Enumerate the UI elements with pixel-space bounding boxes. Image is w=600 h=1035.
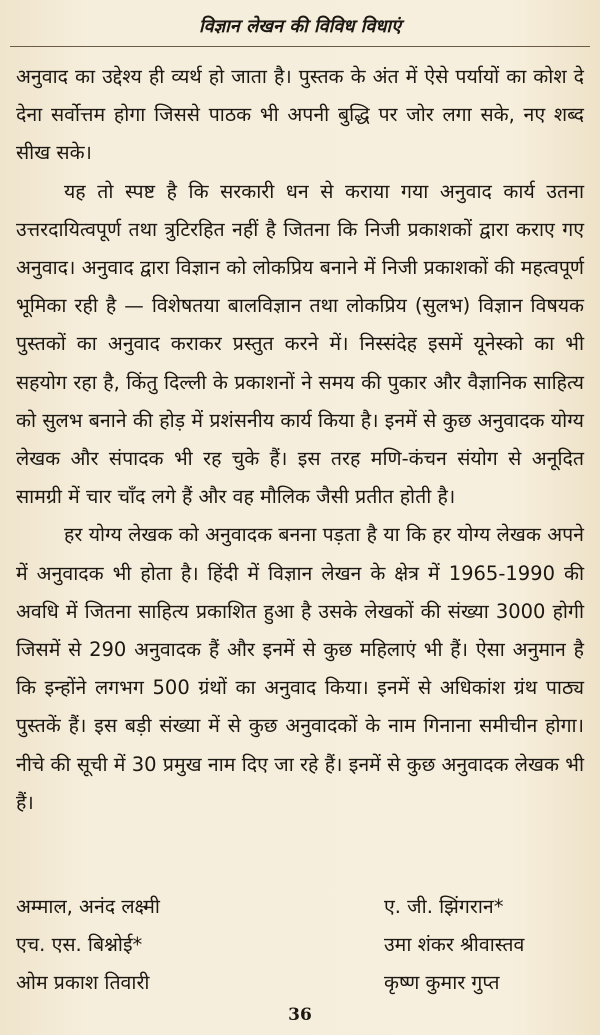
running-header: विज्ञान लेखन की विविध विधाएं [198, 16, 402, 37]
paragraph: हर योग्य लेखक को अनुवादक बनना पड़ता है या कि हर योग्य लेखक अपने में अनुवादक भी होता है। हिंदी में विज्ञान लेखन के क्षेत्र में 1965-1990 की अवधि में जितना साहित्य प्रकाशित हुआ है उसके लेखकों की संख्या 3000 होगी जिसमें से 290 अनुवादक हैं और इनमें से कुछ महिलाएं भी हैं। ऐसा अनुमान है कि इन्होंने लगभग 500 ग्रंथों का अनुवाद किया। इनमें से अधिकांश ग्रंथ पाठ्य पुस्तकें हैं। इस बड़ी संख्या में से कुछ अनुवादकों के नाम गिनाना समीचीन होगा। नीचे की सूची में 30 प्रमुख नाम दिए जा रहे हैं। इनमें से कुछ अनुवादक लेखक भी हैं। [16, 523, 584, 814]
name-row [16, 926, 584, 964]
header-divider [10, 46, 590, 47]
translator-name-list [16, 888, 584, 1002]
paragraph: अनुवाद का उद्देश्य ही व्यर्थ हो जाता है। पुस्तक के अंत में ऐसे पर्यायों का कोश दे देना सर्वोत्तम होगा जिससे पाठक भी अपनी बुद्धि पर जोर लगा सके, नए शब्द सीख सके। [16, 65, 584, 165]
translator-name: कृष्ण कुमार गुप्त [384, 971, 500, 994]
translator-name: एच. एस. बिश्नोई* [16, 933, 143, 956]
translator-name: उमा शंकर श्रीवास्तव [384, 933, 525, 956]
translator-name: ए. जी. झिंगरान* [384, 895, 504, 918]
body-text [16, 58, 584, 822]
translator-name: ओम प्रकाश तिवारी [16, 971, 150, 994]
paragraph: यह तो स्पष्ट है कि सरकारी धन से कराया गया अनुवाद कार्य उतना उत्तरदायित्वपूर्ण तथा त्रुटिरहित नहीं है जितना कि निजी प्रकाशकों द्वारा कराए गए अनुवाद। अनुवाद द्वारा विज्ञान को लोकप्रिय बनाने में निजी प्रकाशकों की महत्वपूर्ण भूमिका रही है — विशेषतया बालविज्ञान तथा लोकप्रिय (सुलभ) विज्ञान विषयक पुस्तकों का अनुवाद कराकर प्रस्तुत करने में। निस्संदेह इसमें यूनेस्को का भी सहयोग रहा है, किंतु दिल्ली के प्रकाशनों ने समय की पुकार और वैज्ञानिक साहित्य को सुलभ बनाने की होड़ में प्रशंसनीय कार्य किया है। इनमें से कुछ अनुवादक योग्य लेखक और संपादक भी रह चुके हैं। इस तरह मणि-कंचन संयोग से अनूदित सामग्री में चार चाँद लगे हैं और वह मौलिक जैसी प्रतीत होती है। [16, 179, 584, 509]
name-row [16, 964, 584, 1002]
translator-name: अम्माल, अनंद लक्ष्मी [16, 895, 160, 918]
name-row [16, 888, 584, 926]
page-number: 36 [288, 1005, 312, 1025]
